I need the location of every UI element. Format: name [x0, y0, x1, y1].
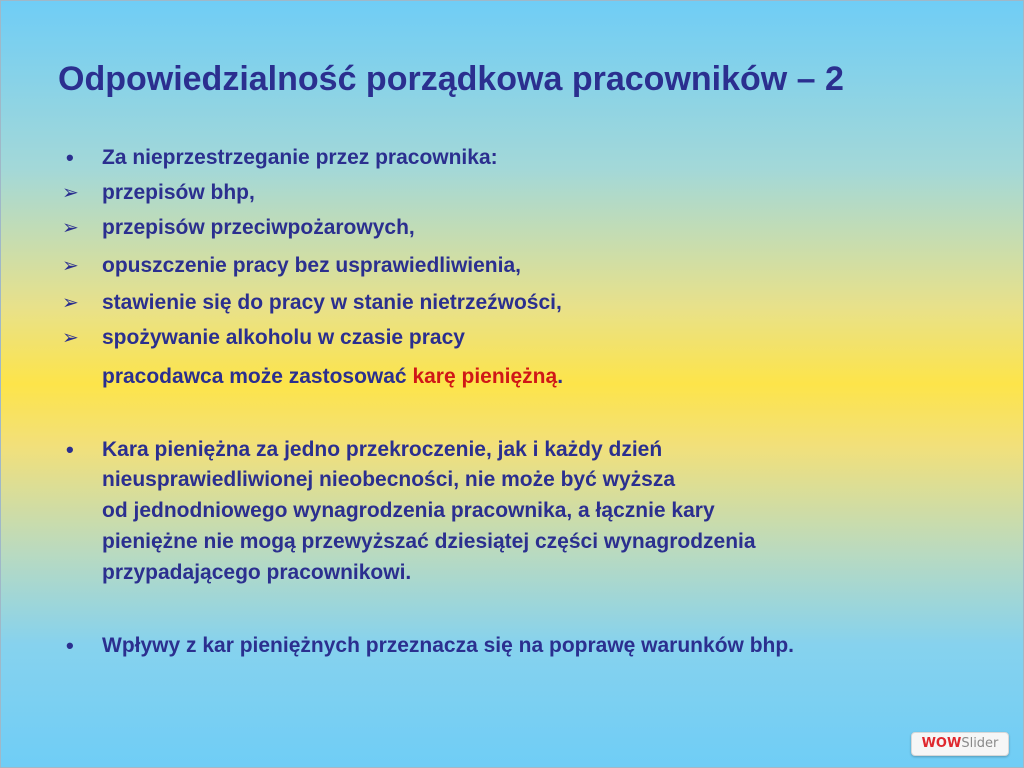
list-item: stawienie się do pracy w stanie nietrzeźwości, — [102, 291, 562, 314]
bullet-1-conclusion — [102, 362, 972, 392]
bullet-2-line: nieusprawiedliwionej nieobecności, nie może być wyższa — [102, 468, 675, 491]
slide-title: Odpowiedzialność porządkowa pracowników – 2 — [58, 60, 844, 98]
conclusion-end: . — [557, 365, 564, 388]
conclusion-text: pracodawca może zastosować — [102, 365, 413, 388]
list-item: przepisów przeciwpożarowych, — [102, 216, 415, 239]
bullet-3-text: Wpływy z kar pieniężnych przeznacza się na poprawę warunków bhp. — [102, 634, 795, 657]
bullet-marker: • — [66, 145, 74, 170]
list-item: spożywanie alkoholu w czasie pracy — [102, 326, 465, 349]
bullet-marker: • — [66, 633, 74, 658]
arrow-bullet-icon: ➢ — [62, 255, 79, 277]
bullet-1-intro: Za nieprzestrzeganie przez pracownika: — [102, 146, 498, 169]
arrow-bullet-icon: ➢ — [62, 327, 79, 349]
bullet-marker: • — [66, 437, 74, 462]
list-item: opuszczenie pracy bez usprawiedliwienia, — [102, 254, 521, 277]
watermark-part-b: Slider — [961, 736, 999, 751]
arrow-bullet-icon: ➢ — [62, 182, 79, 204]
bullet-2-line: Kara pieniężna za jedno przekroczenie, jak i każdy dzień — [102, 438, 663, 461]
highlight-text: karę pieniężną — [412, 365, 558, 388]
list-item: przepisów bhp, — [102, 181, 255, 204]
bullet-2-line: przypadającego pracownikowi. — [102, 561, 412, 584]
arrow-bullet-icon: ➢ — [62, 292, 79, 314]
wowslider-watermark[interactable] — [911, 732, 1009, 756]
bullet-2-line: pieniężne nie mogą przewyższać dziesiątej części wynagrodzenia — [102, 530, 756, 553]
arrow-bullet-icon: ➢ — [62, 217, 79, 239]
watermark-part-a: WOW — [921, 736, 962, 751]
bullet-2-line: od jednodniowego wynagrodzenia pracownika, a łącznie kary — [102, 499, 715, 522]
